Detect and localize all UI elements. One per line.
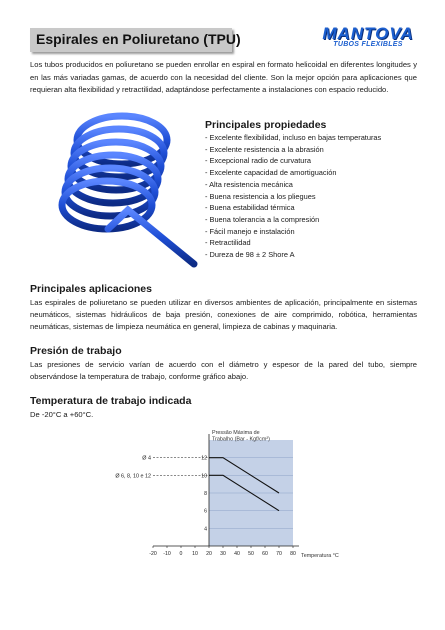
property-item: - Excelente resistencia a la abrasión [205,144,324,154]
chart-x-tick-label: 0 [179,551,183,557]
chart-y-tick-label: 6 [204,508,207,515]
chart-x-tick-label: 10 [192,551,198,557]
chart-y-tick-label: 10 [201,473,207,480]
chart-ylabel: Pressão Máxima de Trabalho (Bar - Kgf/cm²) [212,430,270,443]
property-item: - Buena estabilidad térmica [205,203,295,213]
chart-y-tick-label: 12 [201,455,207,462]
property-item: - Buena tolerancia a la compresión [205,214,320,224]
intro-paragraph: Los tubos producidos en poliuretano se pueden enrollar en espiral en formato helicoidal en diferentes longitudes y en las más variadas gamas, de acuerdo con la necesidad del cliente. Son la mejor opción para aplicaciones que requieran alta flexibilidad y retractilidad, adaptándose perfectamente a instalaciones con espacio reducido. [30,60,417,94]
properties-title: Principales propiedades [205,119,327,131]
applications-title: Principales aplicaciones [30,283,152,295]
page-title: Espirales en Poliuretano (TPU) [36,31,241,47]
property-item: - Buena resistencia a los pliegues [205,191,316,201]
chart-x-tick-label: 40 [234,551,240,557]
spiral-tube-image [30,112,200,272]
property-item: - Retractilidad [205,238,251,248]
chart-y-tick-label: 8 [204,491,207,497]
coil-loops [62,116,167,229]
pressure-title: Presión de trabajo [30,345,122,357]
chart-x-tick-label: 70 [276,551,282,557]
chart-y-tick-label: 4 [204,526,207,533]
property-item: - Excelente capacidad de amortiguación [205,168,337,178]
brand-logo [318,24,418,52]
chart-x-tick-label: 20 [206,551,212,557]
tube-tail [108,210,194,264]
logo-name: MANTOVA [322,24,414,43]
chart-series-label: Ø 4 [142,455,151,462]
property-item: - Excelente flexibilidad, incluso en bajas temperaturas [205,133,382,142]
applications-text: Las espirales de poliuretano se pueden utilizar en diversos ambientes de aplicación, principalmente en sistemas neumáticos, sistemas hidráulicos de baja presión, conexiones de aire comprimido, robótica, herramientas neumáticas, sistemas de limpieza neumática en general, limpieza de cabinas y maquinaria. [30,298,417,331]
chart-x-tick-label: 30 [220,551,226,557]
chart-x-tick-label: 50 [248,551,254,557]
chart-x-tick-label: 60 [262,551,268,557]
chart-series-label: Ø 6, 8, 10 e 12 [115,473,151,480]
property-item: - Alta resistencia mecánica [205,179,293,189]
property-item: - Fácil manejo e instalación [205,226,295,236]
chart-xlabel: Temperatura °C [301,553,339,559]
chart-x-tick-label: 80 [290,551,296,557]
property-item: - Excepcional radio de curvatura [205,156,311,166]
temperature-title: Temperatura de trabajo indicada [30,395,192,407]
logo-subtitle: TUBOS FLEXIBLES [333,41,403,48]
property-item: - Dureza de 98 ± 2 Shore A [205,250,295,260]
pressure-text: Las presiones de servicio varían de acuerdo con el diámetro y espesor de la pared del tubo, siempre observándose la temperatura de trabajo, conforme gráfico abajo. [30,360,417,381]
temperature-text: De -20°C a +60°C. [30,410,94,419]
chart-x-tick-label: -20 [149,551,157,557]
chart-x-tick-label: -10 [163,551,171,557]
pressure-temperature-chart [105,430,345,560]
properties-list [205,132,381,261]
header-bar [30,28,241,52]
